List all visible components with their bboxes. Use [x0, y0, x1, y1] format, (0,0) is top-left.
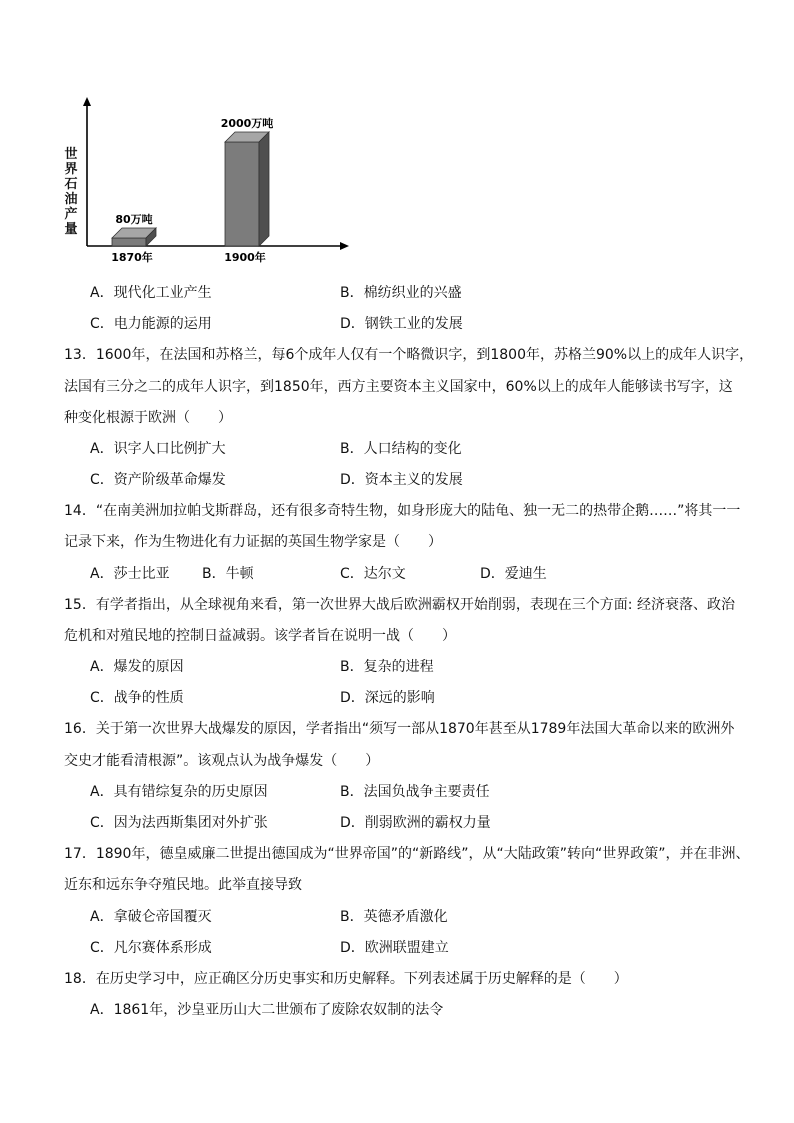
q15-stem-line-2: 危机和对殖民地的控制日益减弱。该学者旨在说明一战（ ）: [64, 628, 456, 644]
chart-data-label-1: 80万吨: [115, 213, 153, 226]
q13-stem-line-1: 13．1600年，在法国和苏格兰，每6个成年人仅有一个略微识字，到1800年，苏格兰90%以上的成年人识字，: [64, 347, 754, 363]
chart-x-tick-label-2: 1900年: [224, 251, 266, 264]
q16-option-d: D．削弱欧洲的霸权力量: [340, 815, 491, 831]
chart-bar-2: [225, 142, 259, 246]
q12-option-a: A．现代化工业产生: [90, 285, 212, 301]
q12-option-b: B．棉纺织业的兴盛: [340, 285, 462, 301]
q13-option-a: A．识字人口比例扩大: [90, 441, 226, 457]
q16-stem-line-1: 16．关于第一次世界大战爆发的原因，学者指出“须写一部从1870年甚至从1789年法国大革命以来的欧洲外: [64, 721, 735, 737]
q16-stem-line-2: 交史才能看清根源”。该观点认为战争爆发（ ）: [64, 753, 380, 769]
q16-option-c: C．因为法西斯集团对外扩张: [90, 815, 268, 831]
q13-option-b: B．人口结构的变化: [340, 441, 462, 457]
q13-option-d: D．资本主义的发展: [340, 472, 463, 488]
q14-stem-line-2: 记录下来，作为生物进化有力证据的英国生物学家是（ ）: [64, 534, 442, 550]
q17-option-b: B．英德矛盾激化: [340, 909, 448, 925]
q15-stem-line-1: 15．有学者指出，从全球视角来看，第一次世界大战后欧洲霸权开始削弱，表现在三个方面: 经济衰落、政治: [64, 597, 735, 613]
chart-bar-1: [112, 238, 146, 246]
chart-canvas: [60, 90, 360, 270]
q17-option-c: C．凡尔赛体系形成: [90, 940, 212, 956]
q15-option-a: A．爆发的原因: [90, 659, 184, 675]
q12-option-c: C．电力能源的运用: [90, 316, 212, 332]
q14-option-b: B．牛顿: [202, 566, 254, 582]
q14-stem-line-1: 14．“在南美洲加拉帕戈斯群岛，还有很多奇特生物，如身形庞大的陆龟、独一无二的热带企鹅……”将其一一: [64, 503, 741, 519]
chart-y-axis-arrow: [83, 97, 91, 106]
q15-option-b: B．复杂的进程: [340, 659, 434, 675]
q13-stem-line-2: 法国有三分之二的成年人识字，到1850年，西方主要资本主义国家中，60%以上的成年人能够读书写字，这: [64, 379, 733, 395]
q14-option-c: C．达尔文: [340, 566, 406, 582]
q14-option-a: A．莎士比亚: [90, 566, 170, 582]
chart-x-axis-arrow: [340, 242, 349, 250]
q15-option-c: C．战争的性质: [90, 690, 184, 706]
q14-option-d: D．爱迪生: [480, 566, 547, 582]
q15-option-d: D．深远的影响: [340, 690, 435, 706]
q12-option-d: D．钢铁工业的发展: [340, 316, 463, 332]
q18-option-a: A．1861年，沙皇亚历山大二世颁布了废除农奴制的法令: [90, 1002, 444, 1018]
chart-data-label-2: 2000万吨: [220, 117, 274, 130]
oil-production-chart: [60, 90, 360, 270]
q17-stem-line-1: 17．1890年，德皇威廉二世提出德国成为“世界帝国”的“新路线”，从“大陆政策”转向“世界政策”，并在非洲、: [64, 846, 750, 862]
chart-y-axis-label: 世界石油产量: [64, 147, 78, 237]
q17-stem-line-2: 近东和远东争夺殖民地。此举直接导致: [64, 877, 302, 893]
q16-option-a: A．具有错综复杂的历史原因: [90, 784, 268, 800]
q16-option-b: B．法国负战争主要责任: [340, 784, 490, 800]
q18-stem-line-1: 18．在历史学习中，应正确区分历史事实和历史解释。下列表述属于历史解释的是（ ）: [64, 971, 628, 987]
chart-bar-2-side: [259, 132, 269, 246]
q13-stem-line-3: 种变化根源于欧洲（ ）: [64, 410, 232, 426]
q17-option-d: D．欧洲联盟建立: [340, 940, 449, 956]
chart-x-tick-label-1: 1870年: [111, 251, 153, 264]
q13-option-c: C．资产阶级革命爆发: [90, 472, 226, 488]
q17-option-a: A．拿破仑帝国覆灭: [90, 909, 212, 925]
